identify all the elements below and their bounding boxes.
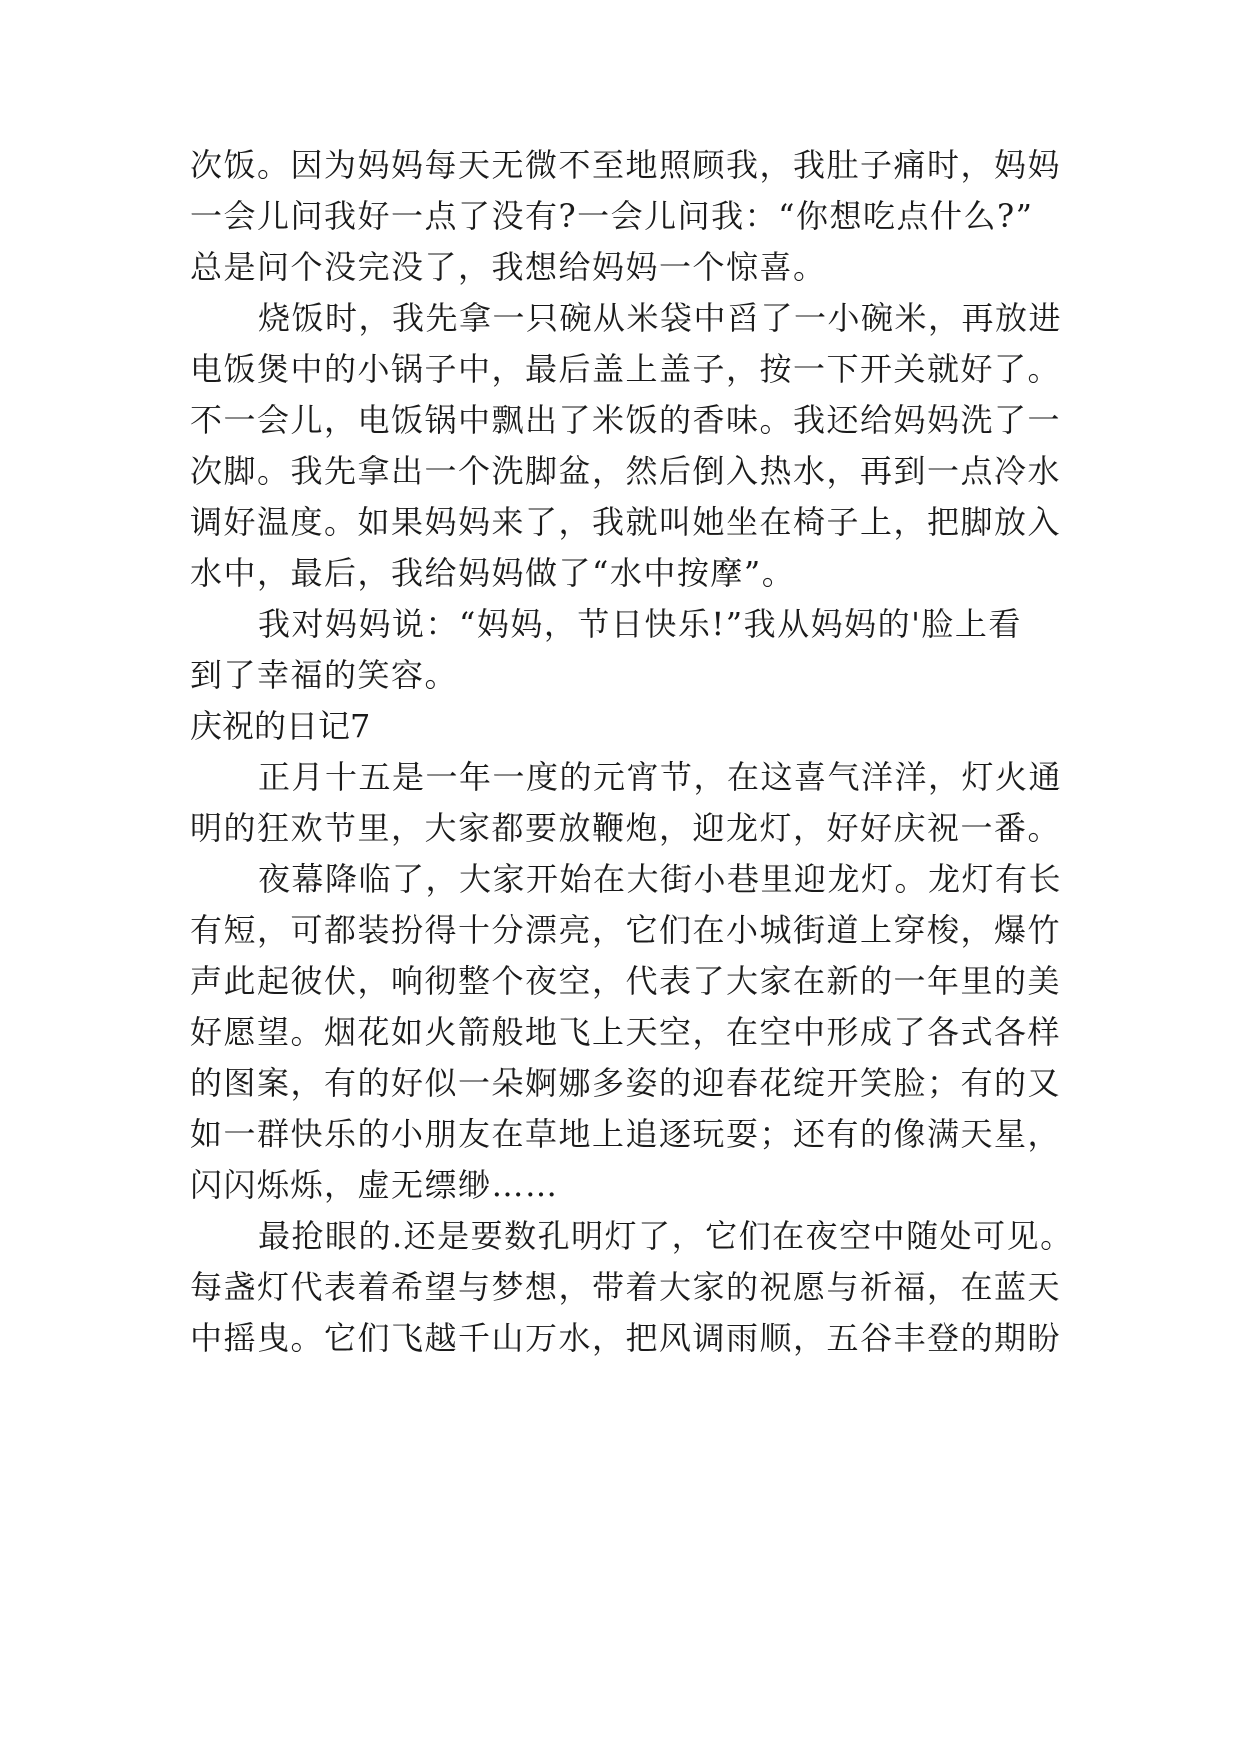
text-line: 好愿望。烟花如火箭般地飞上天空，在空中形成了各式各样 — [190, 1013, 1062, 1051]
text-line: 电饭煲中的小锅子中，最后盖上盖子，按一下开关就好了。 — [190, 350, 1062, 388]
text-line: 到了幸福的笑容。 — [190, 656, 459, 694]
text-line: 总是问个没完没了，我想给妈妈一个惊喜。 — [190, 248, 827, 286]
paragraph-first-line: 最抢眼的.还是要数孔明灯了，它们在夜空中随处可见。 — [258, 1217, 1074, 1255]
text-line: 调好温度。如果妈妈来了，我就叫她坐在椅子上，把脚放入 — [190, 503, 1062, 541]
paragraph-first-line: 烧饭时，我先拿一只碗从米袋中舀了一小碗米，再放进 — [258, 299, 1063, 337]
text-line: 如一群快乐的小朋友在草地上追逐玩耍；还有的像满天星， — [190, 1115, 1062, 1153]
text-line: 有短，可都装扮得十分漂亮，它们在小城街道上穿梭，爆竹 — [190, 911, 1062, 949]
text-line: 明的狂欢节里，大家都要放鞭炮，迎龙灯，好好庆祝一番。 — [190, 809, 1062, 847]
paragraph-first-line: 正月十五是一年一度的元宵节，在这喜气洋洋，灯火通 — [258, 758, 1063, 796]
text-line: 不一会儿，电饭锅中飘出了米饭的香味。我还给妈妈洗了一 — [190, 401, 1062, 439]
paragraph-first-line: 我对妈妈说：“妈妈，节日快乐!”我从妈妈的'脸上看 — [258, 605, 1022, 643]
text-line: 次脚。我先拿出一个洗脚盆，然后倒入热水，再到一点冷水 — [190, 452, 1062, 490]
text-line: 闪闪烁烁，虚无缥缈…… — [190, 1166, 559, 1204]
paragraph-first-line: 夜幕降临了，大家开始在大街小巷里迎龙灯。龙灯有长 — [258, 860, 1063, 898]
text-line: 一会儿问我好一点了没有?一会儿问我：“你想吃点什么?” — [190, 197, 1034, 235]
text-line: 次饭。因为妈妈每天无微不至地照顾我，我肚子痛时，妈妈 — [190, 146, 1062, 184]
text-line: 每盏灯代表着希望与梦想，带着大家的祝愿与祈福，在蓝天 — [190, 1268, 1062, 1306]
section-heading: 庆祝的日记7 — [190, 707, 371, 745]
text-line: 声此起彼伏，响彻整个夜空，代表了大家在新的一年里的美 — [190, 962, 1062, 1000]
text-line: 的图案，有的好似一朵婀娜多姿的迎春花绽开笑脸；有的又 — [190, 1064, 1062, 1102]
document-page — [190, 140, 1074, 1364]
text-line: 水中，最后，我给妈妈做了“水中按摩”。 — [190, 554, 796, 592]
text-line: 中摇曳。它们飞越千山万水，把风调雨顺，五谷丰登的期盼 — [190, 1319, 1062, 1357]
